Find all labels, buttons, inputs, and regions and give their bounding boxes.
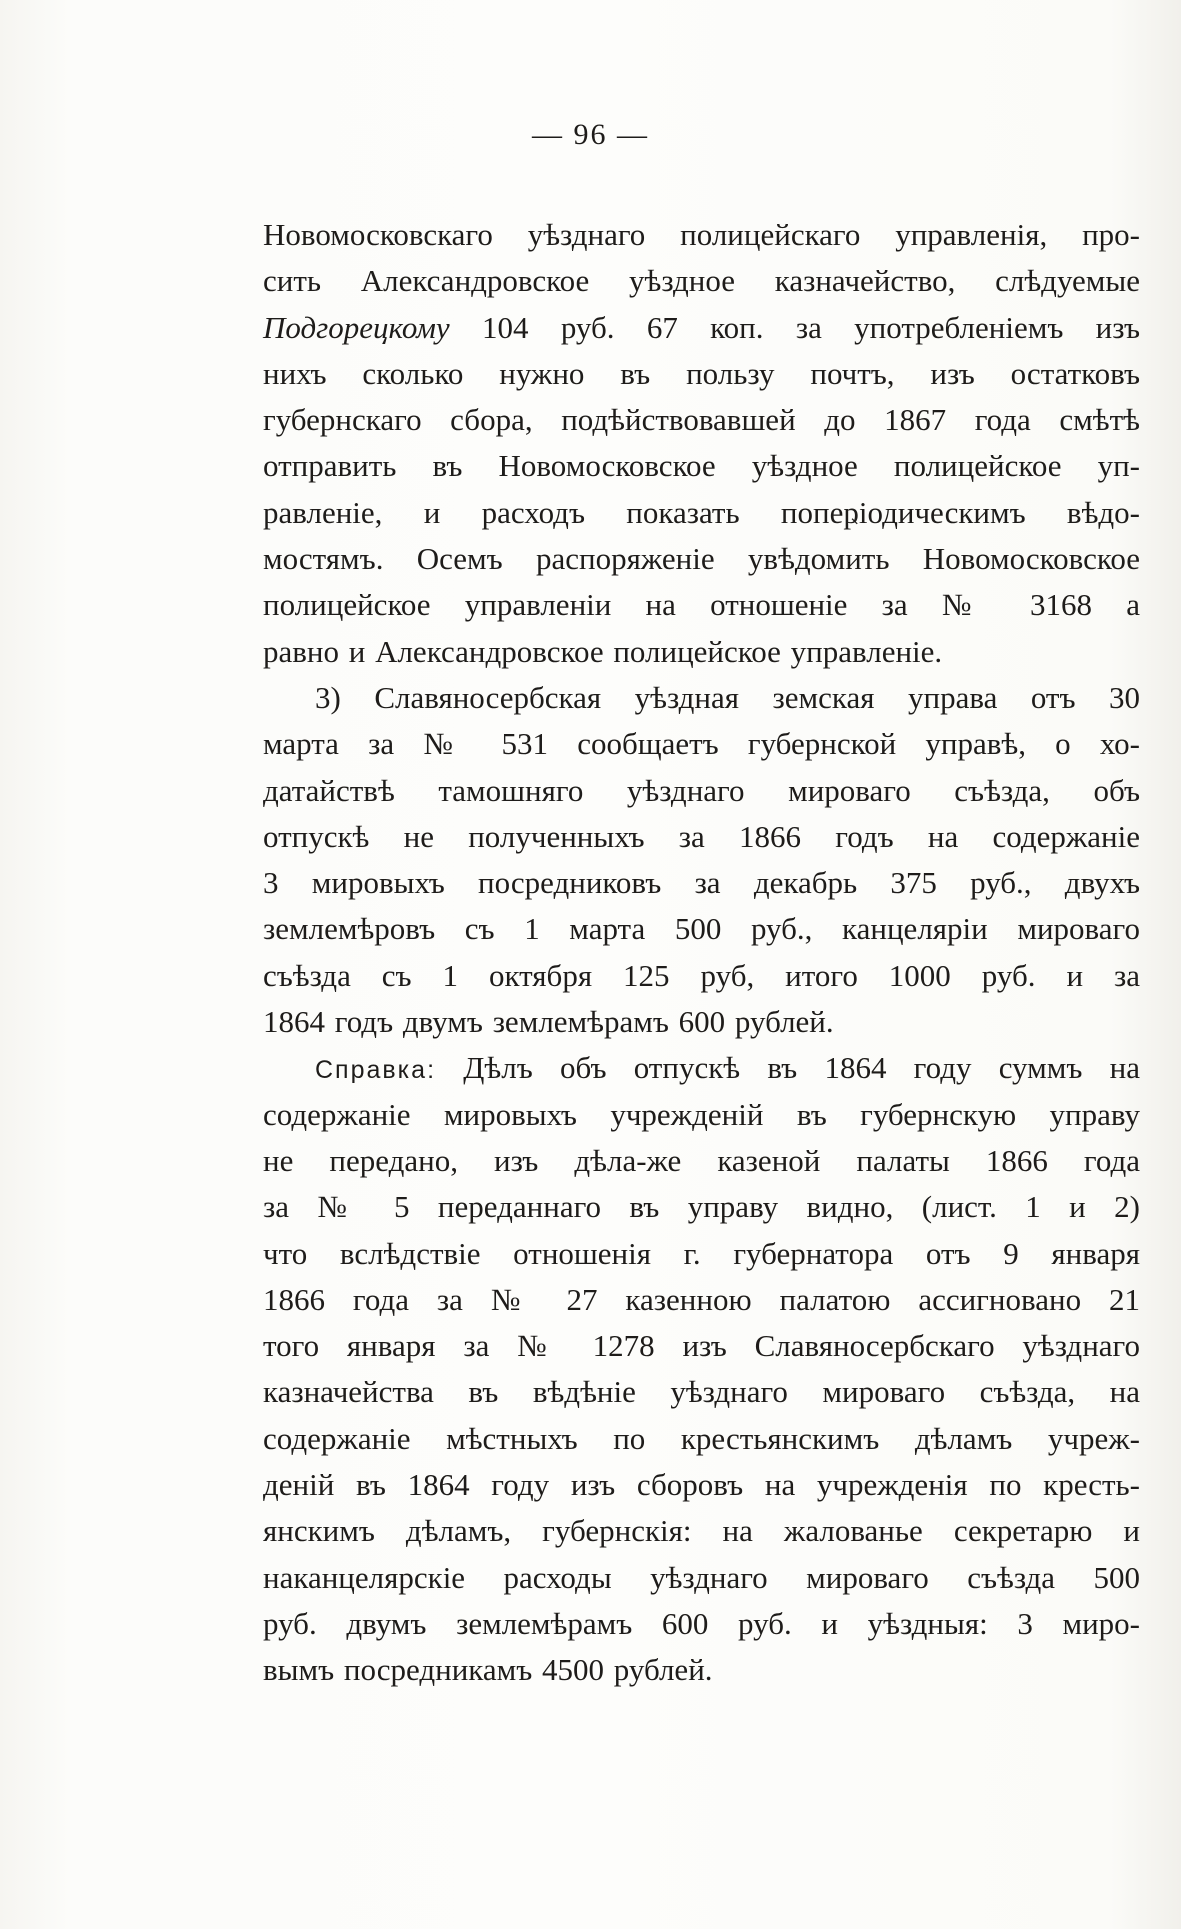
text-line: губернскаго сбора, подѣйствовавшей до 1867 года смѣтѣ (263, 402, 1140, 438)
text-line: не передано, изъ дѣла-же казеной палаты 1866 года (263, 1142, 1140, 1178)
text-line: съѣзда съ 1 октября 125 руб, итого 1000 руб. и за (263, 957, 1140, 993)
text-line: руб. двумъ землемѣрамъ 600 руб. и уѣздныя: 3 миро- (263, 1605, 1140, 1641)
text-body (263, 212, 1140, 1694)
text-line: отправить въ Новомосковское уѣздное полицейское уп- (263, 448, 1140, 484)
text-line: отпускѣ не полученныхъ за 1866 годъ на содержаніе (263, 818, 1140, 854)
text-line: сить Александровское уѣздное казначейство, слѣдуемые (263, 263, 1140, 299)
text-line (263, 305, 1140, 351)
text-line: Новомосковскаго уѣзднаго полицейскаго управленія, про- (263, 217, 1140, 252)
reference-label: Справка: (315, 1056, 437, 1085)
text-line: 3) Славяносербская уѣздная земская управа отъ 30 (315, 679, 1140, 715)
text-line: за № 5 переданнаго въ управу видно, (лист. 1 и 2) (263, 1189, 1140, 1225)
text-line: янскимъ дѣламъ, губернскія: на жалованье секретарю и (263, 1513, 1140, 1549)
text-line: равленіе, и расходъ показать попеҏіодическимъ вѣдо- (263, 494, 1140, 530)
line-rest: 104 руб. 67 коп. за употребленіемъ изъ (449, 309, 1140, 345)
text-line: землемѣровъ съ 1 марта 500 руб., канцеляріи мироваго (263, 911, 1140, 947)
text-line: 1864 годъ двумъ землемѣрамъ 600 рублей. (263, 1004, 834, 1040)
text-line: того января за № 1278 изъ Славяносербскаго уѣзднаго (263, 1328, 1140, 1364)
text-line: вымъ посредникамъ 4500 рублей. (263, 1652, 713, 1688)
text-line: нихъ сколько нужно въ пользу почтъ, изъ остатковъ (263, 355, 1140, 391)
line-rest: Дѣлъ объ отпускѣ въ 1864 году суммъ на (436, 1050, 1140, 1086)
text-line: что вслѣдствіе отношенія г. губернатора отъ 9 января (263, 1235, 1140, 1271)
text-line: 3 мировыхъ посредниковъ за декабрь 375 руб., двухъ (263, 865, 1140, 901)
text-line (263, 1045, 1140, 1091)
text-line: датайствѣ тамошняго уѣзднаго мироваго съѣзда, объ (263, 772, 1140, 808)
text-line: деній въ 1864 году изъ сборовъ на учрежденія по кресть- (263, 1467, 1140, 1503)
text-line: равно и Александровское полицейское управленіе. (263, 633, 943, 669)
text-line: наканцелярскіе расходы уѣзднаго мироваго съѣзда 500 (263, 1559, 1140, 1595)
text-line: марта за № 531 сообщаетъ губернской управѣ, о хо- (263, 726, 1140, 762)
italic-name: Подгорецкому (263, 309, 450, 345)
text-line: содержаніе мѣстныхъ по крестьянскимъ дѣламъ учреж- (263, 1420, 1140, 1456)
page-number: — 96 — (532, 118, 649, 151)
text-line: 1866 года за № 27 казенною палатою ассигновано 21 (263, 1281, 1140, 1317)
text-line: мостямъ. Осемъ распоряженіе увѣдомить Новомосковское (263, 541, 1140, 577)
text-line: полицейское управленіи на отношеніе за № 3168 а (263, 587, 1140, 623)
text-line: содержаніе мировыхъ учрежденій въ губернскую управу (263, 1096, 1140, 1132)
text-line: казначейства въ вѣдѣніе уѣзднаго мироваго съѣзда, на (263, 1374, 1140, 1410)
